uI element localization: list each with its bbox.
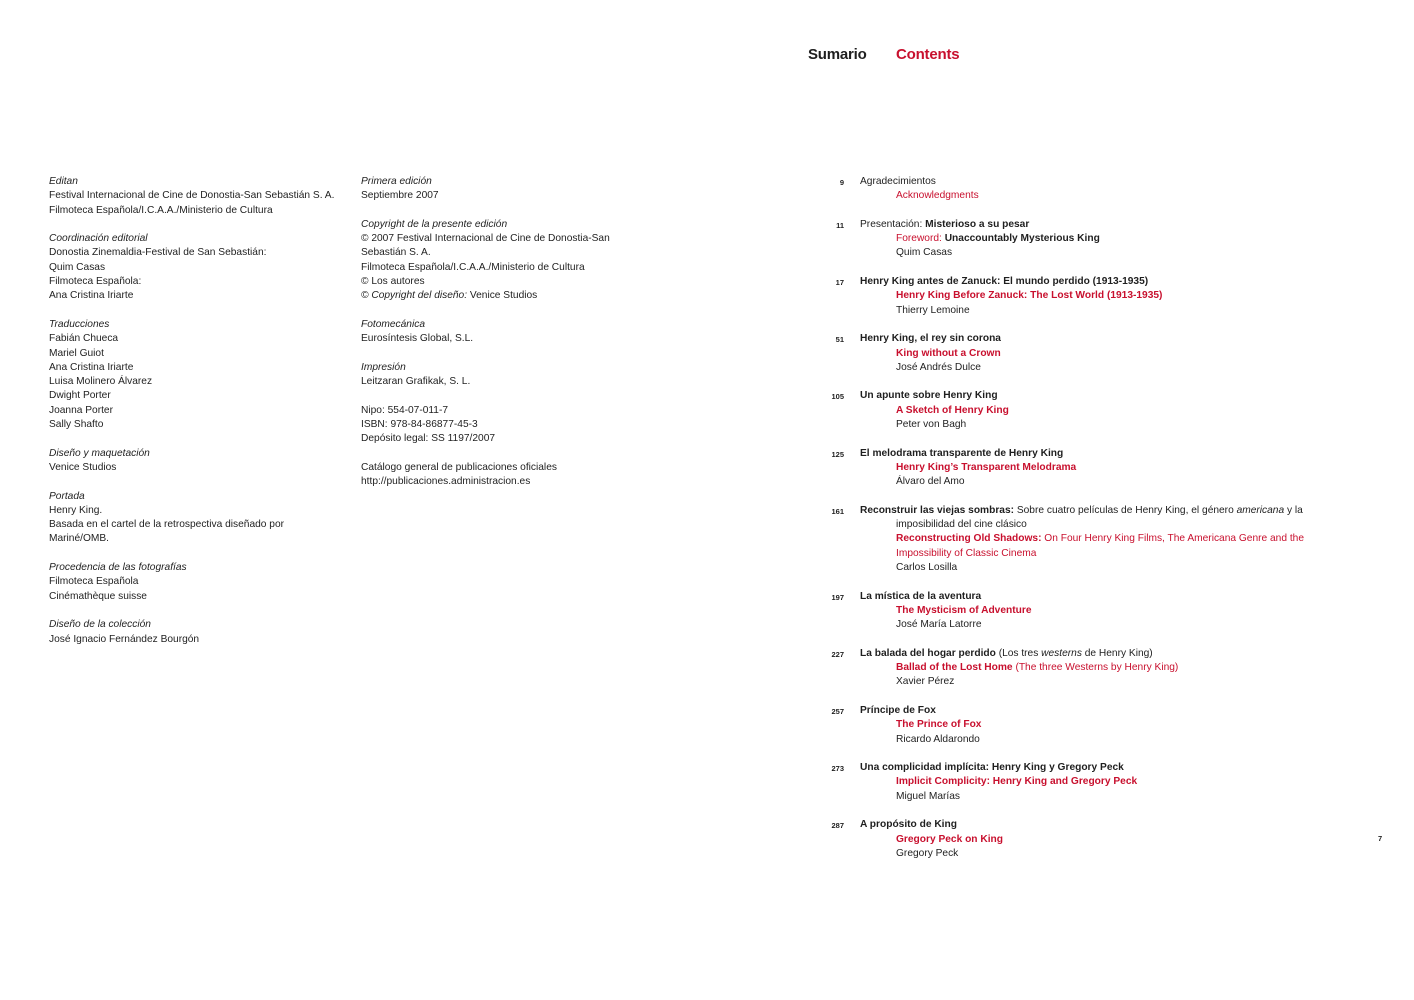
toc-page-number: 287 (831, 821, 844, 831)
identifiers-block (361, 404, 641, 447)
toc-entry[interactable] (820, 218, 1320, 261)
photomechanics-value: Eurosíntesis Global, S.L. (361, 333, 474, 345)
title-english: Contents (896, 46, 960, 63)
toc-title-es-main: Misterioso a su pesar (925, 218, 1030, 230)
toc-entry[interactable] (820, 818, 1320, 861)
credit-line: Filmoteca Española: (49, 276, 142, 288)
copyright-line: Sebastián S. A. (361, 247, 431, 259)
copyright-label: Copyright de la presente edición (361, 218, 508, 230)
toc-author: Thierry Lemoine (896, 304, 970, 316)
toc-title-es: Príncipe de Fox (860, 704, 936, 716)
toc-page-number: 125 (831, 449, 844, 459)
copyright-block (361, 218, 641, 304)
toc-prefix-es: Presentación: (860, 218, 926, 230)
photomechanics-label: Fotomecánica (361, 318, 425, 330)
toc-subtitle-es-end: y la (1284, 504, 1303, 516)
catalog-block (361, 461, 641, 490)
toc-author: Xavier Pérez (896, 676, 955, 688)
credit-line: Luisa Molinero Álvarez (49, 376, 153, 388)
toc-title-es (860, 504, 1320, 518)
toc-title-es: Henry King antes de Zanuck: El mundo perdido (1913-1935) (860, 276, 1149, 288)
toc-author: Quim Casas (896, 247, 953, 259)
toc-author: Peter von Bagh (896, 419, 967, 431)
credit-line: Joanna Porter (49, 404, 113, 416)
toc-entry[interactable] (820, 761, 1320, 804)
toc-title-en: Acknowledgments (896, 190, 979, 202)
design-copyright-value: Venice Studios (467, 290, 538, 302)
toc-author: Álvaro del Amo (896, 476, 965, 488)
toc-entry[interactable] (820, 590, 1320, 633)
credit-label: Diseño y maquetación (49, 447, 150, 459)
toc-title-es (860, 647, 1320, 661)
edition-label: Primera edición (361, 176, 432, 187)
toc-title-es (860, 218, 1320, 232)
credit-block (49, 232, 349, 303)
toc-subtitle-es: Sobre cuatro películas de Henry King, el género (1014, 504, 1237, 516)
toc-page-number: 161 (831, 506, 844, 516)
credit-block (49, 490, 349, 547)
toc-title-en-line2: Impossibility of Classic Cinema (896, 547, 1037, 559)
credits-column-left (49, 175, 349, 661)
page-title (808, 48, 959, 62)
toc-entry[interactable] (820, 175, 1320, 204)
toc-page-number: 17 (835, 278, 844, 288)
toc-title-en: A Sketch of Henry King (896, 404, 1009, 416)
credit-line: Ana Cristina Iriarte (49, 290, 134, 302)
toc-title-es-main: Reconstruir las viejas sombras: (860, 504, 1015, 516)
toc-author: Carlos Losilla (896, 562, 958, 574)
credit-label: Traducciones (49, 318, 110, 330)
credit-line: Filmoteca Española (49, 576, 139, 588)
toc-page-number: 105 (831, 392, 844, 402)
page-number: 7 (1378, 834, 1383, 843)
credit-label: Portada (49, 490, 85, 502)
toc-title-en: King without a Crown (896, 347, 1001, 359)
toc-title-en (860, 232, 1320, 246)
toc-page-number: 51 (835, 335, 844, 345)
toc-subtitle-es-italic: westerns (1041, 647, 1082, 659)
toc-page-number: 11 (836, 220, 844, 230)
toc-page-number: 9 (839, 178, 844, 187)
edition-block (361, 175, 641, 204)
credit-label: Procedencia de las fotografías (49, 562, 187, 574)
toc-subtitle-en: On Four Henry King Films, The Americana Genre and the (1041, 533, 1305, 545)
toc-author: José Andrés Dulce (896, 361, 981, 373)
toc-entry[interactable] (820, 389, 1320, 432)
toc-entry[interactable] (820, 332, 1320, 375)
credit-line: Basada en el cartel de la retrospectiva diseñado por (49, 519, 285, 531)
toc-title-en-main: Reconstructing Old Shadows: (896, 533, 1042, 545)
toc-title-en: Implicit Complicity: Henry King and Gregory Peck (896, 776, 1138, 788)
credit-line: Cinémathèque suisse (49, 590, 147, 602)
toc-entry[interactable] (820, 504, 1320, 575)
toc-author: Ricardo Aldarondo (896, 733, 980, 745)
edition-date: Septiembre 2007 (361, 190, 439, 202)
toc-subtitle-es: (Los tres (995, 647, 1042, 659)
toc-title-es: Agradecimientos (860, 176, 936, 187)
credit-line: Filmoteca Española/I.C.A.A./Ministerio de Cultura (49, 204, 273, 216)
toc-author: Gregory Peck (896, 847, 959, 859)
copyright-line: Filmoteca Española/I.C.A.A./Ministerio de Cultura (361, 261, 585, 273)
toc-title-en: Henry King’s Transparent Melodrama (896, 461, 1077, 473)
toc-title-en-main: Unaccountably Mysterious King (944, 233, 1100, 245)
credit-label: Editan (49, 176, 78, 187)
credit-line: Mariel Guiot (49, 347, 104, 359)
catalog-text: Catálogo general de publicaciones oficiales (361, 461, 557, 473)
photomechanics-block (361, 318, 641, 347)
nipo: Nipo: 554-07-011-7 (361, 404, 449, 416)
printing-value: Leitzaran Grafikak, S. L. (361, 376, 471, 388)
credit-line: Sally Shafto (49, 419, 104, 431)
credit-block (49, 175, 349, 218)
toc-author: José María Latorre (896, 619, 982, 631)
toc-page-number: 257 (831, 706, 844, 716)
toc-title-es: La mística de la aventura (860, 590, 982, 602)
printing-label: Impresión (361, 361, 406, 373)
toc-entry[interactable] (820, 647, 1320, 690)
toc-title-es: Una complicidad implícita: Henry King y Gregory Peck (860, 762, 1124, 774)
isbn: ISBN: 978-84-86877-45-3 (361, 419, 478, 431)
credit-line: Dwight Porter (49, 390, 111, 402)
toc-title-en: The Prince of Fox (896, 719, 982, 731)
toc-title-en-main: Ballad of the Lost Home (896, 662, 1013, 674)
toc-subtitle-es-end: de Henry King) (1081, 647, 1153, 659)
credit-block (49, 618, 349, 647)
credit-line: Ana Cristina Iriarte (49, 361, 134, 373)
design-copyright-label: © Copyright del diseño: (361, 290, 468, 302)
credit-line: Henry King. (49, 504, 103, 516)
toc-page-number: 197 (831, 592, 844, 602)
credit-line: Quim Casas (49, 261, 106, 273)
credit-line: Festival Internacional de Cine de Donostia-San Sebastián S. A. (49, 190, 335, 202)
toc-entry[interactable] (820, 275, 1320, 318)
credit-block (49, 561, 349, 604)
toc-author: Miguel Marías (896, 790, 960, 802)
toc-title-en: Gregory Peck on King (896, 833, 1003, 845)
copyright-line: © Los autores (361, 276, 425, 288)
toc-title-es-main: La balada del hogar perdido (860, 647, 996, 659)
toc-entry[interactable] (820, 704, 1320, 747)
credits-column-right (361, 175, 641, 504)
toc-title-en: Henry King Before Zanuck: The Lost World (1913-1935) (896, 290, 1163, 302)
credit-label: Coordinación editorial (49, 233, 148, 245)
toc-title-es: Henry King, el rey sin corona (860, 333, 1001, 345)
title-spanish: Sumario (808, 46, 867, 63)
design-copyright (361, 289, 641, 303)
credit-label: Diseño de la colección (49, 619, 151, 631)
credit-line: José Ignacio Fernández Bourgón (49, 633, 200, 645)
toc-page-number: 227 (831, 649, 844, 659)
toc-title-es: El melodrama transparente de Henry King (860, 447, 1064, 459)
toc-title-en (860, 532, 1320, 546)
credit-block (49, 447, 349, 476)
credit-line: Fabián Chueca (49, 333, 119, 345)
toc-title-en (860, 661, 1320, 675)
toc-title-es: A propósito de King (860, 819, 957, 831)
credit-line: Donostia Zinemaldia-Festival de San Sebastián: (49, 247, 267, 259)
copyright-line: © 2007 Festival Internacional de Cine de Donostia-San (361, 233, 610, 245)
table-of-contents (820, 175, 1320, 876)
toc-entry[interactable] (820, 447, 1320, 490)
toc-prefix-en: Foreword: (896, 233, 945, 245)
toc-title-es: Un apunte sobre Henry King (860, 390, 998, 402)
toc-title-en: The Mysticism of Adventure (896, 604, 1032, 616)
toc-subtitle-es-italic: americana (1236, 504, 1285, 516)
credit-line: Mariné/OMB. (49, 533, 110, 545)
toc-title-es-line2: imposibilidad del cine clásico (896, 519, 1027, 531)
toc-subtitle-en: (The three Westerns by Henry King) (1012, 662, 1179, 674)
credit-line: Venice Studios (49, 461, 117, 473)
legal-deposit: Depósito legal: SS 1197/2007 (361, 433, 496, 445)
catalog-url[interactable]: http://publicaciones.administracion.es (361, 476, 531, 488)
printing-block (361, 361, 641, 390)
toc-page-number: 273 (831, 764, 844, 774)
credit-block (49, 318, 349, 432)
